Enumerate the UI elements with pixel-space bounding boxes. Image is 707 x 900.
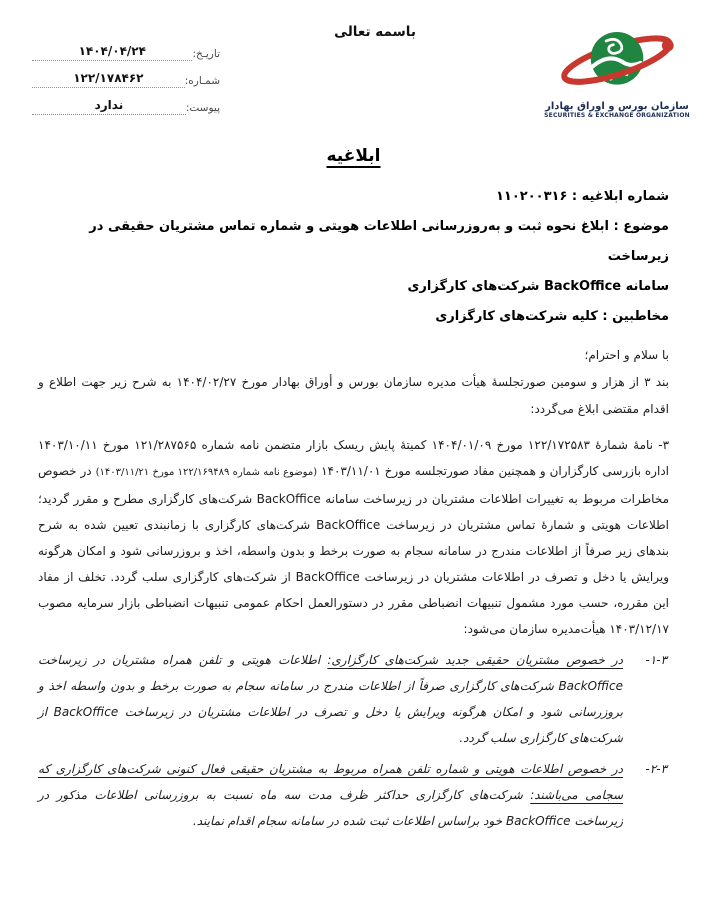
- audience-label: مخاطبین :: [602, 309, 669, 324]
- clause-3-1-text: [38, 647, 623, 751]
- reference-fields: [30, 34, 220, 115]
- clause-3-1: [38, 647, 669, 751]
- subject-line-1: [38, 212, 669, 272]
- subject-text-1: ابلاغ نحوه ثبت و به‌روزرسانی اطلاعات هویتی و شماره تماس مشتریان حقیقی در زیرساخت: [89, 219, 669, 264]
- seo-globe-icon: [553, 22, 681, 100]
- clause-3-2-text: [38, 756, 623, 834]
- seo-logo: [542, 22, 692, 119]
- clause-3-paragraph: [38, 432, 669, 642]
- clause-3-1-heading: در خصوص مشتریان حقیقی جدید شرکت‌های کارگزاری:: [327, 653, 624, 667]
- clause-3-1-number: ۱-۳-: [645, 653, 667, 667]
- attachment-value: ندارد: [32, 98, 186, 115]
- clause-3-2-body: شرکت‌های کارگزاری حداکثر ظرف مدت سه ماه نسبت به بروزرسانی اطلاعات مذکور در زیرساخت BackOffice خود براساس اطلاعات ثبت شده در سامانه سجام اقدام نمایند.: [38, 788, 623, 828]
- clause-3-text-2: در خصوص مخاطرات مربوط به تغییرات اطلاعات مشتریان در زیرساخت سامانه BackOffice شرکت‌های کارگزاری مطرح و مقرر گردید؛ اطلاعات هویتی و شمارهٔ تماس مشتریان در زیرساخت BackOffice شرکت‌های کارگزاری با زمانبندی تعیین شده به شرح بندهای زیر صرفاً از اطلاعات مندرج در سامانه سجام به صورت برخط و بدون واسطه، اخذ و بروزرسانی شود و امکان هرگونه ویرایش یا دخل و تصرف در اطلاعات مشتریان در زیرساخت BackOffice از شرکت‌های کارگزاری سلب گردد. تخلف از مفاد این مقرره، حسب مورد مشمول تنبیهات انضباطی مقرر در دستورالعمل احکام عمومی تنبیهات انضباطی بازار سرمایه مصوب ۱۴۰۳/۱۲/۱۷ هیأت‌مدیره سازمان می‌شود:: [38, 464, 670, 636]
- attachment-row: [30, 88, 220, 115]
- letter-body: [38, 342, 669, 834]
- clause-3-2: [38, 756, 669, 834]
- subject-line-2: سامانه BackOffice شرکت‌های کارگزاری: [407, 279, 669, 294]
- document-title: ابلاغیه: [326, 146, 381, 166]
- clause-3-text-1: نامهٔ شمارهٔ ۱۲۲/۱۷۲۵۸۳ مورخ ۱۴۰۴/۰۱/۰۹ کمیتهٔ پایش ریسک بازار متضمن نامه شماره ۱۲۱/۲۸۷۵۶۵ مورخ ۱۴۰۳/۱۰/۱۱ اداره بازرسی کارگزاران و همچنین مفاد صورتجلسه مورخ ۱۴۰۳/۱۱/۰۱: [38, 438, 669, 478]
- org-name-en: SECURITIES & EXCHANGE ORGANIZATION: [544, 112, 690, 119]
- number-row: [30, 61, 220, 88]
- date-row: [30, 34, 220, 61]
- intro-paragraph: بند ۳ از هزار و سومین صورتجلسهٔ هیأت مدیره سازمان بورس و أوراق بهادار مورخ ۱۴۰۴/۰۲/۲۷ به شرح زیر جهت اطلاع و اقدام مقتضی ابلاغ می‌گردد:: [38, 375, 669, 416]
- date-value: ۱۴۰۴/۰۴/۲۴: [32, 44, 192, 61]
- notice-number: ۱۱۰۲۰۰۳۱۶: [495, 189, 568, 204]
- date-label: تاریـخ:: [192, 48, 220, 60]
- salutation: با سلام و احترام؛: [584, 348, 669, 362]
- clause-3-2-heading: در خصوص اطلاعات هویتی و شماره تلفن همراه مربوط به مشتریان حقیقی فعال کنونی شرکت‌های کارگزاری که سجامی می‌باشند:: [38, 762, 623, 802]
- audience-text: کلیه شرکت‌های کارگزاری: [435, 309, 598, 324]
- clause-3-2-number: ۲-۳-: [645, 762, 667, 776]
- number-label: شمـاره:: [184, 75, 220, 87]
- notice-number-label: شماره ابلاغیه :: [571, 189, 669, 204]
- audience-line: [38, 302, 669, 332]
- clause-3-parenthetical: (موضوع نامه شماره ۱۲۲/۱۶۹۴۸۹ مورخ ۱۴۰۳/۱۱/۲۱): [95, 467, 318, 478]
- subject-label: موضوع :: [613, 219, 669, 234]
- clause-3-1-body: اطلاعات هویتی و تلفن همراه مشتریان در زیرساخت BackOffice شرکت‌های کارگزاری صرفاً از اطلاعات مندرج در سامانه سجام به صورت برخط و بدون واسطه اخذ و بروزرسانی شود و امکان هرگونه ویرایش یا دخل و تصرف در اطلاعات مشتریان در زیرساخت BackOffice از شرکت‌های کارگزاری سلب گردد.: [38, 653, 623, 745]
- notice-number-line: [38, 182, 669, 212]
- notice-meta: [38, 182, 669, 332]
- number-value: ۱۲۲/۱۷۸۴۶۲: [32, 71, 185, 88]
- bismillah: باسمه تعالی: [334, 24, 416, 40]
- clause-3-number: ۳-: [658, 438, 670, 452]
- org-name-fa: سازمان بورس و اوراق بهادار: [545, 101, 689, 112]
- attachment-label: پیوست:: [185, 102, 220, 114]
